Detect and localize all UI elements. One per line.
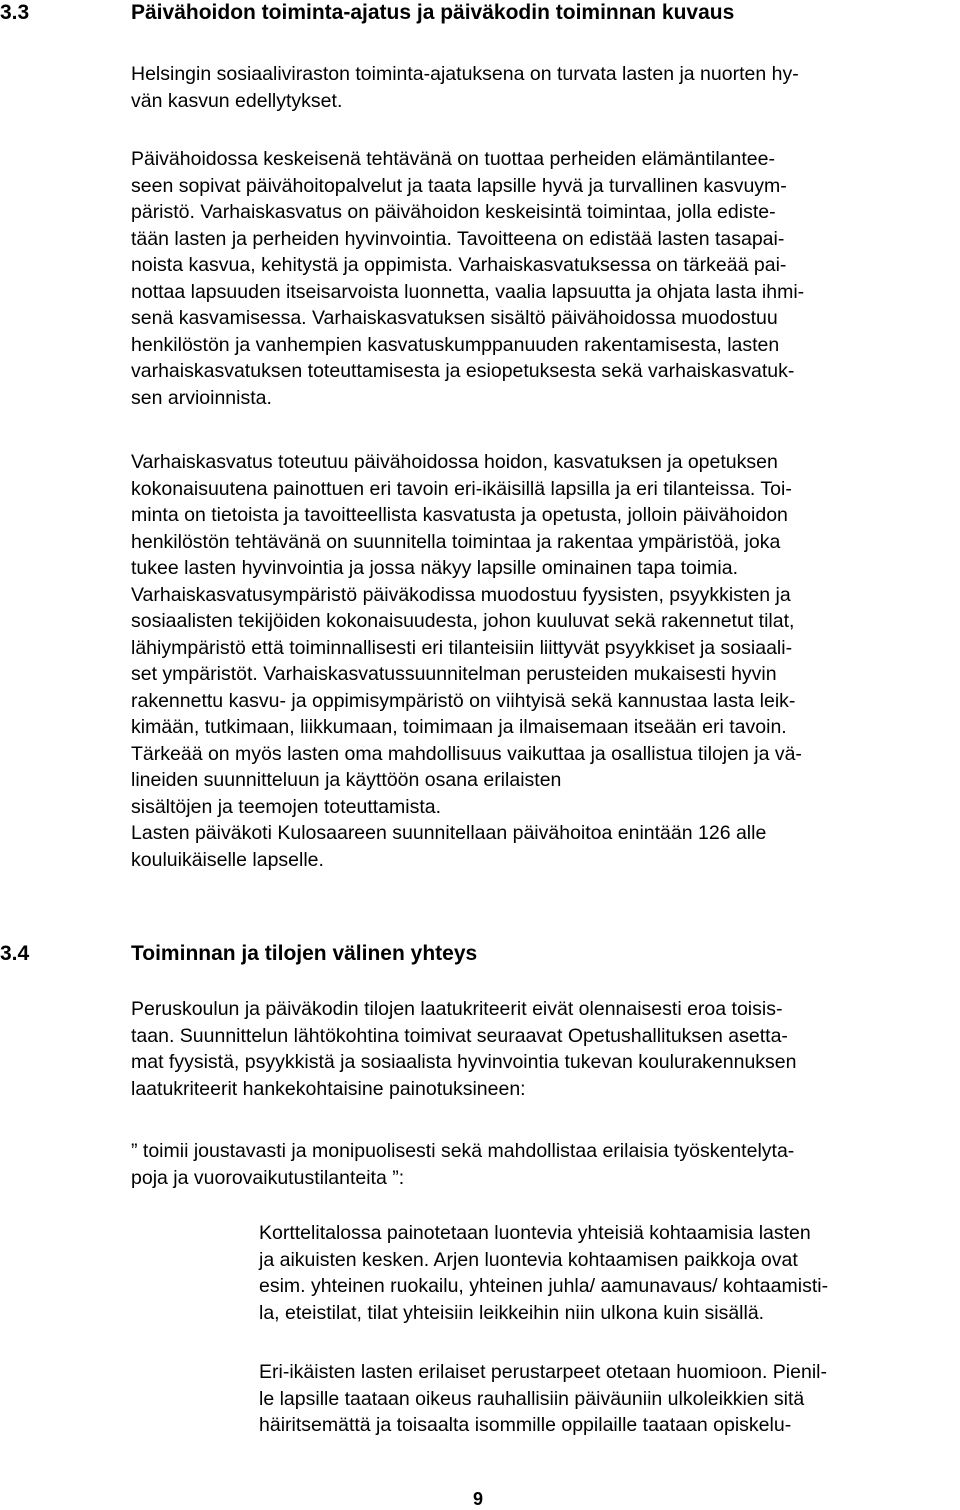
section-title: Päivähoidon toiminta-ajatus ja päiväkodin toiminnan kuvaus (131, 1, 735, 24)
text-line: sisältöjen ja teemojen toteuttamista. (131, 795, 442, 818)
text-line: Korttelitalossa painotetaan luontevia yhteisiä kohtaamisia lasten (259, 1222, 811, 1244)
text-line: esim. yhteinen ruokailu, yhteinen juhla/ aamunavaus/ kohtaamisti- (259, 1275, 829, 1297)
text-line: Peruskoulun ja päiväkodin tilojen laatukriteerit eivät olennaisesti eroa toisis- (131, 998, 783, 1020)
text-line: lähiympäristö että toiminnallisesti eri tilanteisiin liittyvät psyykkiset ja sosiaali- (131, 636, 793, 659)
text-line: tään lasten ja perheiden hyvinvointia. Tavoitteena on edistää lasten tasapai- (131, 227, 785, 250)
indented-paragraph (259, 1359, 827, 1439)
section-3-3-heading (0, 0, 960, 26)
page-number: 9 (473, 1489, 484, 1509)
section-number: 3.4 (0, 942, 30, 965)
text-line: laatukriteerit hankekohtaisine painotuksineen: (131, 1077, 526, 1100)
text-line: Eri-ikäisten lasten erilaiset perustarpeet otetaan huomioon. Pienil- (259, 1361, 827, 1383)
text-line: nottaa lapsuuden itseisarvoista luonnetta, vaalia lapsuutta ja ohjata lasta ihmi- (131, 280, 805, 303)
text-line: noista kasvua, kehitystä ja oppimista. Varhaiskasvatuksessa on tärkeää pai- (131, 254, 787, 276)
text-line: kokonaisuutena painottuen eri tavoin eri-ikäisillä lapsilla ja eri tilanteissa. Toi- (131, 477, 792, 500)
section-3-4-heading (0, 941, 960, 967)
text-line: kimään, tutkimaan, liikkumaan, toimimaan ja ilmaisemaan itseään eri tavoin. (131, 716, 787, 738)
text-line: sosiaalisten tekijöiden kokonaisuudesta, johon kuuluvat sekä rakennetut tilat, (131, 610, 795, 632)
text-line: kouluikäiselle lapselle. (131, 848, 324, 871)
text-line: rakennettu kasvu- ja oppimisympäristö on viihtyisä sekä kannustaa lasta leik- (131, 689, 796, 712)
text-line: lineiden suunnitteluun ja käyttöön osana erilaisten (131, 769, 562, 791)
text-line: senä kasvamisessa. Varhaiskasvatuksen sisältö päivähoidossa muodostuu (131, 307, 778, 329)
paragraph (131, 61, 799, 114)
text-line: sen arvioinnista. (131, 386, 272, 409)
text-line: häiritsemättä ja toisaalta isommille oppilaille taataan opiskelu- (259, 1414, 792, 1436)
text-line: henkilöstön tehtävänä on suunnitella toimintaa ja rakentaa ympäristöä, joka (131, 530, 781, 553)
text-line: vän kasvun edellytykset. (131, 89, 343, 112)
text-line: ja aikuisten kesken. Arjen luontevia kohtaamisen paikkoja ovat (259, 1248, 798, 1271)
section-title: Toiminnan ja tilojen välinen yhteys (131, 942, 478, 965)
text-line: mat fyysistä, psyykkistä ja sosiaalista hyvinvointia tukevan koulurakennuksen (131, 1051, 797, 1073)
text-line: Tärkeää on myös lasten oma mahdollisuus vaikuttaa ja osallistua tilojen ja vä- (131, 742, 802, 765)
text-line: seen sopivat päivähoitopalvelut ja taata lapsille hyvä ja turvallinen kasvuym- (131, 174, 787, 197)
text-line: Helsingin sosiaaliviraston toiminta-ajatuksena on turvata lasten ja nuorten hy- (131, 63, 799, 85)
text-line: päristö. Varhaiskasvatus on päivähoidon keskeisintä toimintaa, jolla ediste- (131, 201, 776, 223)
text-line: la, eteistilat, tilat yhteisiin leikkeihin niin ulkona kuin sisällä. (259, 1301, 765, 1324)
text-line: Päivähoidossa keskeisenä tehtävänä on tuottaa perheiden elämäntilantee- (131, 148, 775, 170)
text-line: taan. Suunnittelun lähtökohtina toimivat seuraavat Opetushallituksen asetta- (131, 1024, 788, 1047)
section-number: 3.3 (0, 1, 30, 24)
text-line: Varhaiskasvatusympäristö päiväkodissa muodostuu fyysisten, psyykkisten ja (131, 583, 791, 606)
text-line: minta on tietoista ja tavoitteellista kasvatusta ja opetusta, jolloin päivähoidon (131, 504, 788, 526)
text-line: Varhaiskasvatus toteutuu päivähoidossa hoidon, kasvatuksen ja opetuksen (131, 451, 778, 473)
paragraph (131, 146, 804, 411)
paragraph (131, 449, 802, 873)
indented-paragraph (259, 1220, 828, 1326)
text-line: henkilöstön ja vanhempien kasvatuskumppanuuden rakentamisesta, lasten (131, 333, 780, 356)
quote-paragraph (131, 1138, 794, 1191)
text-line: tukee lasten hyvinvointia ja jossa näkyy lapsille ominainen tapa toimia. (131, 557, 739, 579)
text-line: poja ja vuorovaikutustilanteita ”: (131, 1166, 405, 1189)
text-line: varhaiskasvatuksen toteuttamisesta ja esiopetuksesta sekä varhaiskasvatuk- (131, 360, 795, 382)
paragraph (131, 996, 797, 1102)
text-line: le lapsille taataan oikeus rauhallisiin päiväuniin ulkoleikkien sitä (259, 1387, 805, 1410)
text-line: Lasten päiväkoti Kulosaareen suunnitellaan päivähoitoa enintään 126 alle (131, 822, 767, 844)
text-line: set ympäristöt. Varhaiskasvatussuunnitelman perusteiden mukaisesti hyvin (131, 663, 777, 685)
text-line: ” toimii joustavasti ja monipuolisesti sekä mahdollistaa erilaisia työskentelyta- (131, 1140, 795, 1162)
